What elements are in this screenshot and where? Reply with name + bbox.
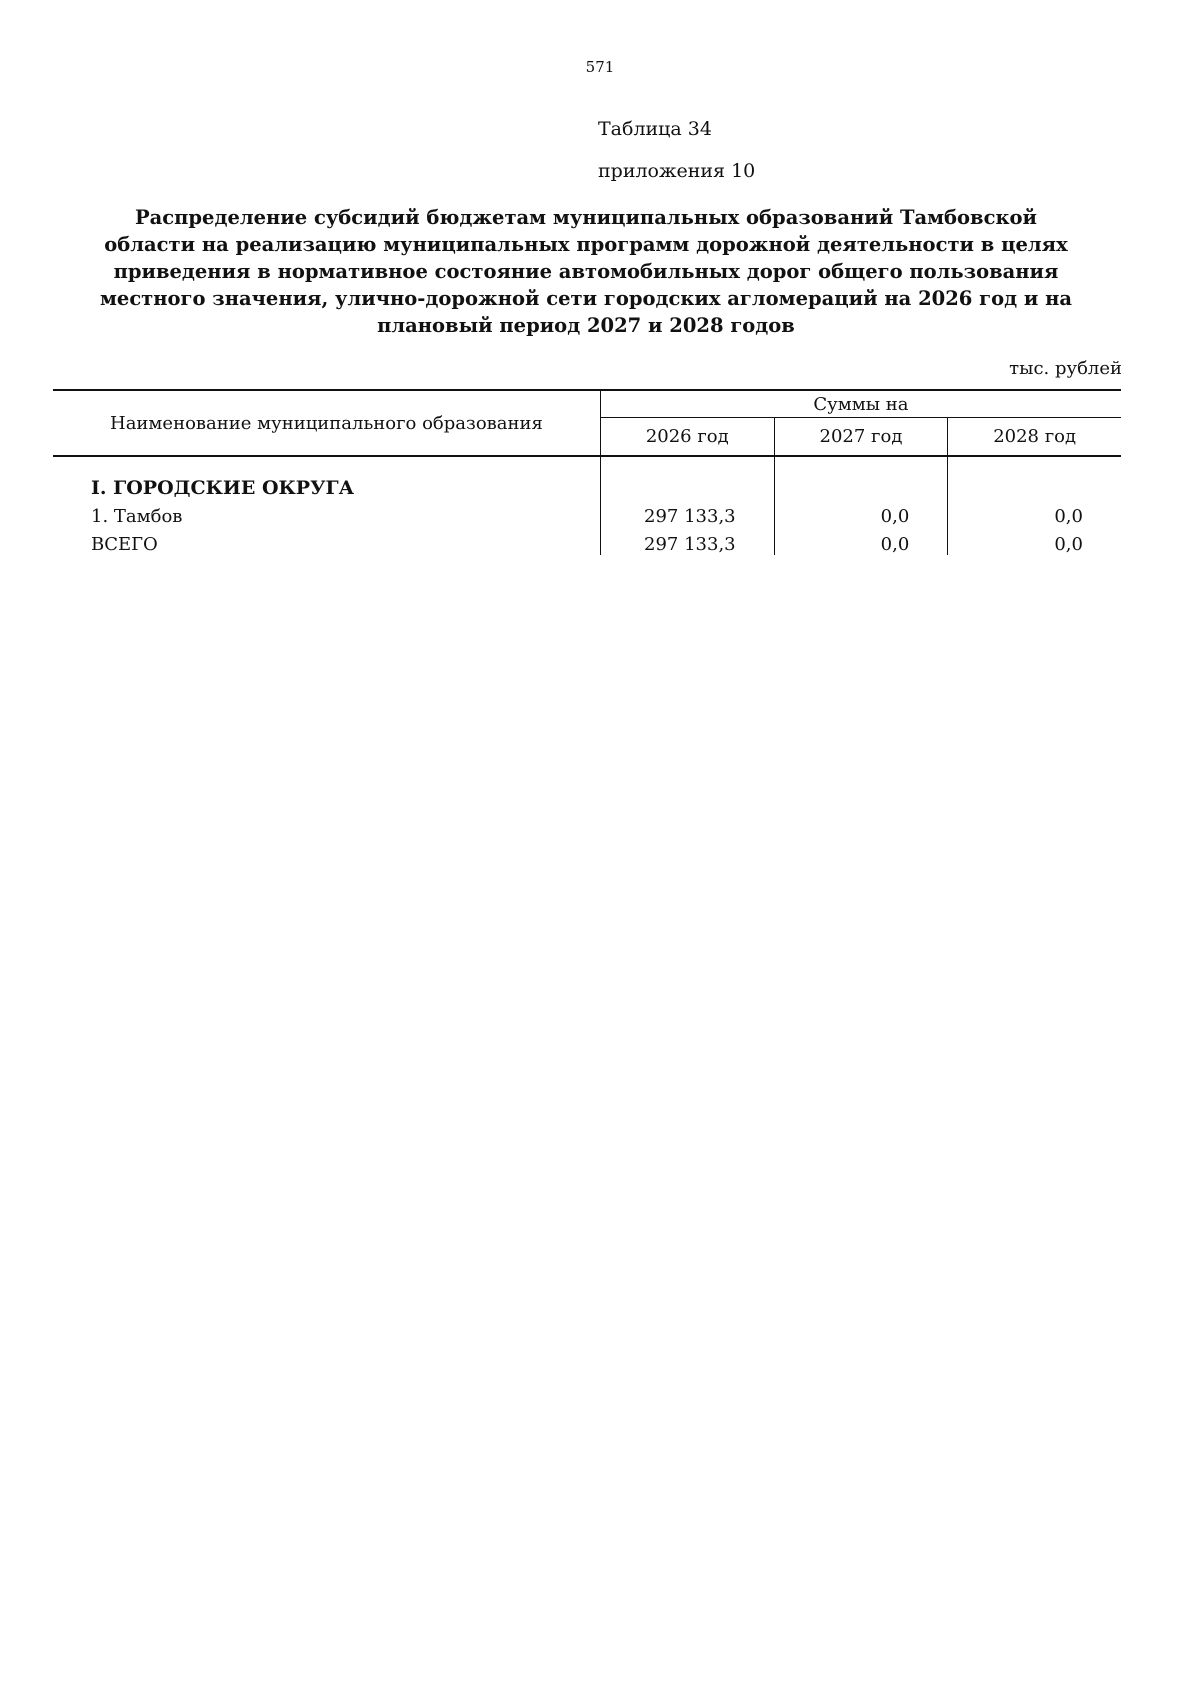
value-2026: 297 133,3 [600,499,774,527]
total-row [53,527,1121,555]
subsidy-table [53,389,1121,555]
header-year-2027: 2027 год [774,418,948,456]
header-year-2028: 2028 год [948,418,1121,456]
units-label: тыс. рублей [1009,358,1122,379]
value-2027: 0,0 [774,499,948,527]
section-title: I. ГОРОДСКИЕ ОКРУГА [53,456,600,499]
header-sums: Суммы на [600,390,1121,418]
total-label: ВСЕГО [53,527,600,555]
total-2027: 0,0 [774,527,948,555]
table-reference: Таблица 34 [598,118,712,140]
table-row [53,499,1121,527]
header-municipality-name: Наименование муниципального образования [53,390,600,456]
section-row [53,456,1121,499]
municipality-name: 1. Тамбов [53,499,600,527]
header-year-2026: 2026 год [600,418,774,456]
total-2026: 297 133,3 [600,527,774,555]
value-2028: 0,0 [1054,506,1083,527]
document-title: Распределение субсидий бюджетам муниципальных образований Тамбовской области на реализацию муниципальных программ дорожной деятельности в целях приведения в нормативное состояние автомобильных дорог общего пользования местного значения, улично-дорожной сети городских агломераций на 2026 год и на плановый период 2027 и 2028 годов [99,206,1073,337]
page-number: 571 [585,58,615,76]
total-2028: 0,0 [1054,534,1083,555]
appendix-reference: приложения 10 [598,160,756,182]
